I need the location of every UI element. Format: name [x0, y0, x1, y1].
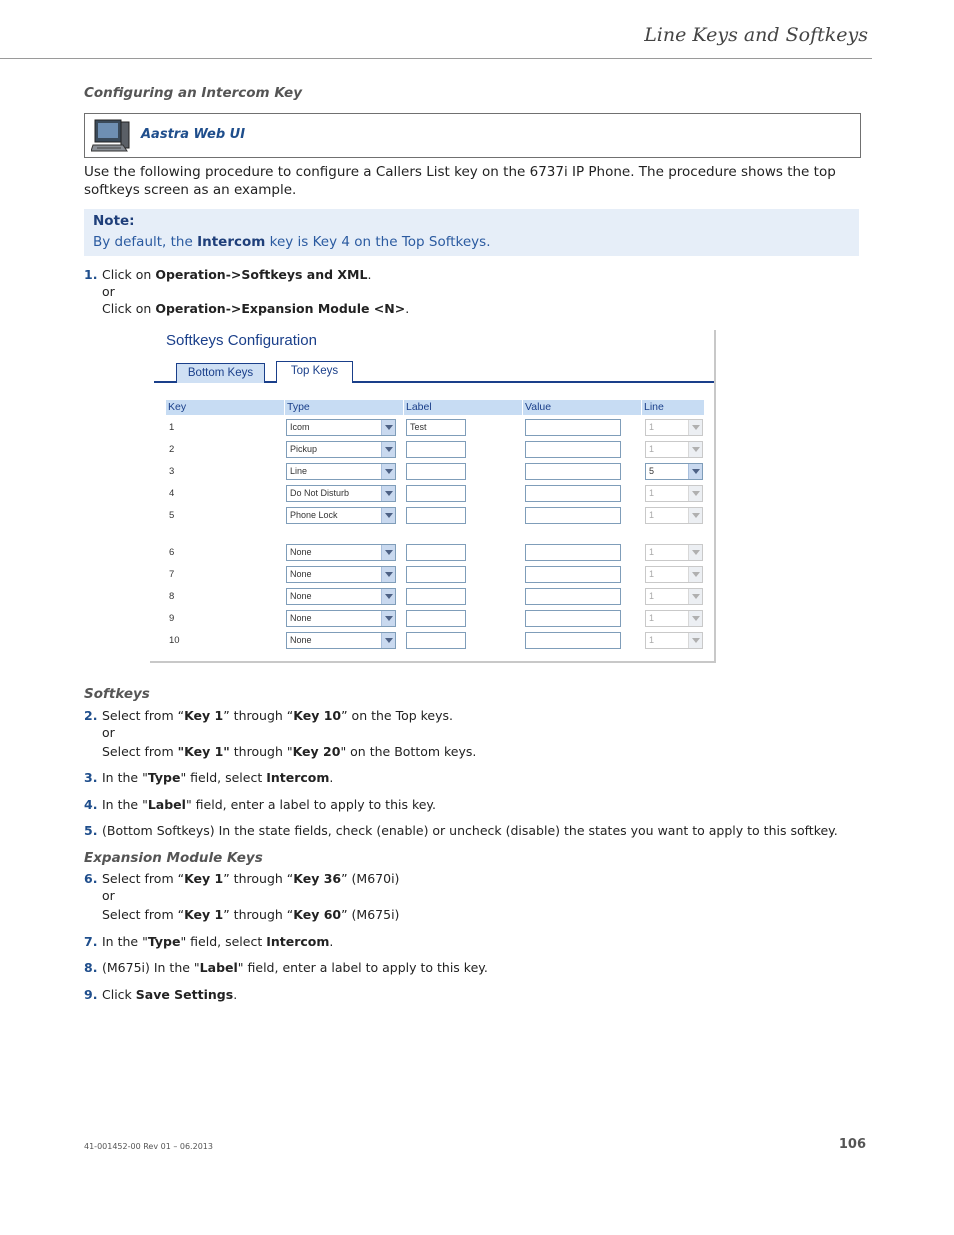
- label-input[interactable]: [406, 610, 466, 627]
- chevron-down-icon: [381, 420, 395, 435]
- table-row: [166, 632, 704, 650]
- chevron-down-icon: [381, 589, 395, 604]
- chevron-down-icon: [381, 611, 395, 626]
- line-select[interactable]: 1: [645, 485, 703, 502]
- line-select[interactable]: 1: [645, 610, 703, 627]
- softkeys-configuration-title: Softkeys Configuration: [166, 332, 317, 349]
- aastra-web-ui-label: Aastra Web UI: [141, 127, 246, 142]
- computer-icon: [91, 118, 131, 154]
- line-select[interactable]: 1: [645, 588, 703, 605]
- footer-doc-id: 41-001452-00 Rev 01 – 06.2013: [84, 1142, 213, 1151]
- key-number: 3: [169, 466, 175, 477]
- type-select[interactable]: Icom: [286, 419, 396, 436]
- label-input[interactable]: [406, 544, 466, 561]
- table-header: [166, 400, 704, 415]
- value-input[interactable]: [525, 419, 621, 436]
- line-select[interactable]: 1: [645, 441, 703, 458]
- type-select[interactable]: None: [286, 610, 396, 627]
- tab-rule-gap: [277, 381, 352, 383]
- line-select[interactable]: 1: [645, 419, 703, 436]
- label-input[interactable]: Test: [406, 419, 466, 436]
- col-key-header: Key: [166, 400, 284, 415]
- chevron-down-icon: [688, 442, 702, 457]
- chevron-down-icon: [688, 611, 702, 626]
- value-input[interactable]: [525, 610, 621, 627]
- key-number: 9: [169, 613, 175, 624]
- softkeys-configuration-screenshot: [150, 330, 716, 663]
- note-box: [84, 209, 859, 256]
- table-row: [166, 507, 704, 525]
- type-select[interactable]: None: [286, 588, 396, 605]
- intro-paragraph: Use the following procedure to configure a Callers List key on the 6737i IP Phone. The procedure shows the top softkeys screen as an example.: [84, 164, 836, 198]
- table-row: [166, 441, 704, 459]
- table-row: [166, 463, 704, 481]
- value-input[interactable]: [525, 632, 621, 649]
- chevron-down-icon: [381, 633, 395, 648]
- type-select[interactable]: Line: [286, 463, 396, 480]
- chevron-down-icon: [688, 508, 702, 523]
- col-value-header: Value: [523, 400, 641, 415]
- label-input[interactable]: [406, 588, 466, 605]
- value-input[interactable]: [525, 507, 621, 524]
- chevron-down-icon: [381, 567, 395, 582]
- chevron-down-icon: [688, 464, 702, 479]
- value-input[interactable]: [525, 588, 621, 605]
- table-row: [166, 566, 704, 584]
- chevron-down-icon: [688, 545, 702, 560]
- line-select[interactable]: 1: [645, 544, 703, 561]
- table-row: [166, 610, 704, 628]
- tab-top-keys[interactable]: Top Keys: [276, 361, 353, 383]
- aastra-web-ui-banner: [84, 113, 861, 158]
- chevron-down-icon: [688, 486, 702, 501]
- line-select[interactable]: 1: [645, 632, 703, 649]
- key-number: 2: [169, 444, 175, 455]
- key-number: 1: [169, 422, 175, 433]
- col-label-header: Label: [404, 400, 522, 415]
- value-input[interactable]: [525, 485, 621, 502]
- key-number: 5: [169, 510, 175, 521]
- key-number: 7: [169, 569, 175, 580]
- type-select[interactable]: Do Not Disturb: [286, 485, 396, 502]
- key-number: 6: [169, 547, 175, 558]
- label-input[interactable]: [406, 566, 466, 583]
- line-select[interactable]: 1: [645, 566, 703, 583]
- softkeys-subheading: Softkeys: [84, 686, 150, 702]
- col-type-header: Type: [285, 400, 403, 415]
- chevron-down-icon: [688, 633, 702, 648]
- label-input[interactable]: [406, 463, 466, 480]
- key-number: 8: [169, 591, 175, 602]
- line-select[interactable]: 5: [645, 463, 703, 480]
- key-number: 4: [169, 488, 175, 499]
- table-row: [166, 588, 704, 606]
- footer-page-number: 106: [838, 1137, 866, 1152]
- note-title: Note:: [93, 213, 135, 229]
- chevron-down-icon: [381, 508, 395, 523]
- header-rule: [0, 58, 872, 59]
- line-select[interactable]: 1: [645, 507, 703, 524]
- col-line-header: Line: [642, 400, 704, 415]
- chevron-down-icon: [381, 442, 395, 457]
- chevron-down-icon: [688, 589, 702, 604]
- note-text: By default, the Intercom key is Key 4 on the Top Softkeys.: [93, 234, 491, 250]
- table-row: [166, 544, 704, 562]
- table-row: [166, 419, 704, 437]
- type-select[interactable]: None: [286, 632, 396, 649]
- key-number: 10: [169, 635, 180, 646]
- type-select[interactable]: None: [286, 566, 396, 583]
- chevron-down-icon: [688, 567, 702, 582]
- table-row: [166, 485, 704, 503]
- expansion-module-subheading: Expansion Module Keys: [84, 850, 263, 866]
- value-input[interactable]: [525, 566, 621, 583]
- type-select[interactable]: None: [286, 544, 396, 561]
- value-input[interactable]: [525, 544, 621, 561]
- type-select[interactable]: Phone Lock: [286, 507, 396, 524]
- section-heading: Configuring an Intercom Key: [84, 85, 302, 101]
- tab-bottom-keys[interactable]: Bottom Keys: [176, 363, 265, 383]
- chevron-down-icon: [381, 486, 395, 501]
- chevron-down-icon: [381, 464, 395, 479]
- page-header-title: Line Keys and Softkeys: [644, 24, 868, 46]
- label-input[interactable]: [406, 507, 466, 524]
- value-input[interactable]: [525, 463, 621, 480]
- chevron-down-icon: [381, 545, 395, 560]
- label-input[interactable]: [406, 485, 466, 502]
- value-input[interactable]: [525, 441, 621, 458]
- label-input[interactable]: [406, 441, 466, 458]
- type-select[interactable]: Pickup: [286, 441, 396, 458]
- chevron-down-icon: [688, 420, 702, 435]
- label-input[interactable]: [406, 632, 466, 649]
